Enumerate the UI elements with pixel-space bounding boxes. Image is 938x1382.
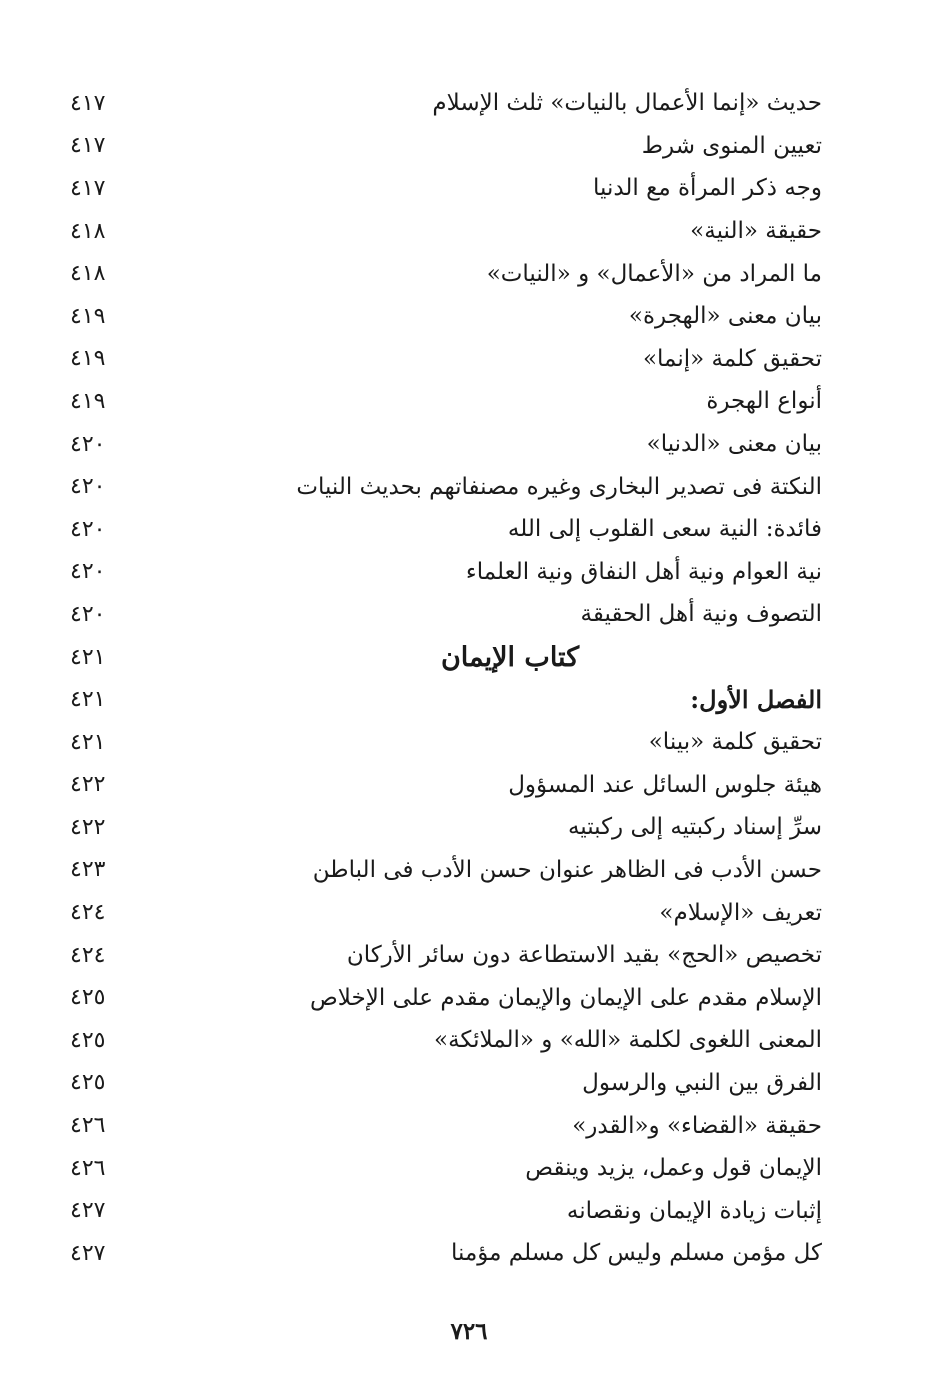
toc-entry xyxy=(70,167,830,210)
toc-chapter-heading xyxy=(70,678,830,721)
toc-entry-page: ٤٢٥ xyxy=(70,1070,106,1096)
toc-entry xyxy=(70,465,830,508)
toc-entry-title: بيان معنى «الدنيا» xyxy=(646,431,822,458)
toc-entry-page: ٤١٧ xyxy=(70,90,106,116)
toc-entry-page: ٤٢١ xyxy=(70,644,106,670)
toc-entry-title: حسن الأدب فى الظاهر عنوان حسن الأدب فى الباطن xyxy=(312,856,822,883)
toc-entry-title: حقيقة «القضاء» و«القدر» xyxy=(572,1112,822,1139)
toc-entry-title: كل مؤمن مسلم وليس كل مسلم مؤمنا xyxy=(451,1240,822,1267)
toc-entry-title: تعيين المنوى شرط xyxy=(641,132,822,159)
toc-entry-page: ٤١٨ xyxy=(70,218,106,244)
toc-entry-title: حديث «إنما الأعمال بالنيات» ثلث الإسلام xyxy=(432,90,822,117)
toc-entry xyxy=(70,252,830,295)
toc-entry-title: المعنى اللغوى لكلمة «الله» و «الملائكة» xyxy=(434,1027,822,1054)
book-heading-title: كتاب الإيمان xyxy=(440,641,580,673)
toc-entry-page: ٤٢٦ xyxy=(70,1113,106,1139)
toc-entry-page: ٤٢١ xyxy=(70,729,106,755)
toc-entry xyxy=(70,1019,830,1062)
toc-entry xyxy=(70,1147,830,1190)
toc-entry-page: ٤٢٠ xyxy=(70,474,106,500)
toc-entry-title: النكتة فى تصدير البخارى وغيره مصنفاتهم بحديث النيات xyxy=(296,473,822,500)
toc-entry-page: ٤١٩ xyxy=(70,388,106,414)
toc-entry-title: الإيمان قول وعمل، يزيد وينقص xyxy=(525,1155,822,1182)
toc-entry-title: تخصيص «الحج» بقيد الاستطاعة دون سائر الأركان xyxy=(346,942,822,969)
toc-entry xyxy=(70,423,830,466)
toc-entry xyxy=(70,125,830,168)
toc-entry-page: ٤٢٠ xyxy=(70,559,106,585)
toc-entry-page: ٤٢٠ xyxy=(70,431,106,457)
toc-entry xyxy=(70,338,830,381)
toc-entry-title: فائدة: النية سعى القلوب إلى الله xyxy=(507,516,822,543)
toc-entry-page: ٤٢٧ xyxy=(70,1198,106,1224)
toc-entry xyxy=(70,380,830,423)
toc-entry-title: تعريف «الإسلام» xyxy=(659,899,822,926)
toc-entry-page: ٤٢٧ xyxy=(70,1240,106,1266)
toc-entry-page: ٤٢٣ xyxy=(70,857,106,883)
toc-entry-page: ٤٢٤ xyxy=(70,942,106,968)
toc-entry-title: هيئة جلوس السائل عند المسؤول xyxy=(508,771,822,798)
toc-entry xyxy=(70,806,830,849)
toc-entry-page: ٤٢١ xyxy=(70,687,106,713)
toc-entry xyxy=(70,82,830,125)
toc-entry-title: سرِّ إسناد ركبتيه إلى ركبتيه xyxy=(567,814,822,841)
toc-entry-title: ما المراد من «الأعمال» و «النيات» xyxy=(486,260,822,287)
toc-entry-title: الإسلام مقدم على الإيمان والإيمان مقدم على الإخلاص xyxy=(309,984,822,1011)
toc-entry xyxy=(70,849,830,892)
toc-entry-title: إثبات زيادة الإيمان ونقصانه xyxy=(566,1197,822,1224)
toc-entry-page: ٤١٧ xyxy=(70,133,106,159)
toc-entry-page: ٤١٩ xyxy=(70,303,106,329)
toc-entry-page: ٤٢٢ xyxy=(70,772,106,798)
toc-entry-page: ٤٢٤ xyxy=(70,900,106,926)
toc-entry xyxy=(70,764,830,807)
toc-entry-page: ٤٢٠ xyxy=(70,516,106,542)
toc-entry-title: حقيقة «النية» xyxy=(690,218,822,245)
toc-entry-page: ٤٢٦ xyxy=(70,1155,106,1181)
toc-entry xyxy=(70,210,830,253)
toc-entry xyxy=(70,934,830,977)
toc-entry xyxy=(70,593,830,636)
toc-entry-page: ٤٢٥ xyxy=(70,985,106,1011)
toc-entry-title: التصوف ونية أهل الحقيقة xyxy=(580,601,822,628)
toc-entry xyxy=(70,551,830,594)
toc-entry-title: تحقيق كلمة «بينا» xyxy=(648,729,822,756)
toc-entry-title: تحقيق كلمة «إنما» xyxy=(642,345,822,372)
toc-entry xyxy=(70,976,830,1019)
toc-entry-title: الفرق بين النبي والرسول xyxy=(582,1069,822,1096)
toc-entry-page: ٤١٩ xyxy=(70,346,106,372)
page-number: ٧٢٦ xyxy=(450,1318,488,1345)
toc-entry xyxy=(70,1104,830,1147)
toc-entry-page: ٤١٨ xyxy=(70,261,106,287)
toc-book-heading xyxy=(70,636,830,679)
toc-entry-page: ٤١٧ xyxy=(70,175,106,201)
toc-entry xyxy=(70,1232,830,1275)
chapter-heading-title: الفصل الأول: xyxy=(690,685,822,715)
toc-entry-page: ٤٢٠ xyxy=(70,601,106,627)
toc-entry-page: ٤٢٢ xyxy=(70,814,106,840)
toc-entry xyxy=(70,508,830,551)
toc-entry-page: ٤٢٥ xyxy=(70,1027,106,1053)
toc-entry xyxy=(70,1062,830,1105)
toc-entry-title: بيان معنى «الهجرة» xyxy=(628,303,822,330)
toc-entry xyxy=(70,891,830,934)
toc-entry xyxy=(70,721,830,764)
table-of-contents xyxy=(70,82,830,1275)
toc-entry-title: نية العوام ونية أهل النفاق ونية العلماء xyxy=(465,558,822,585)
toc-entry-title: وجه ذكر المرأة مع الدنيا xyxy=(593,175,822,202)
toc-entry xyxy=(70,1189,830,1232)
toc-entry xyxy=(70,295,830,338)
toc-entry-title: أنواع الهجرة xyxy=(706,388,822,415)
